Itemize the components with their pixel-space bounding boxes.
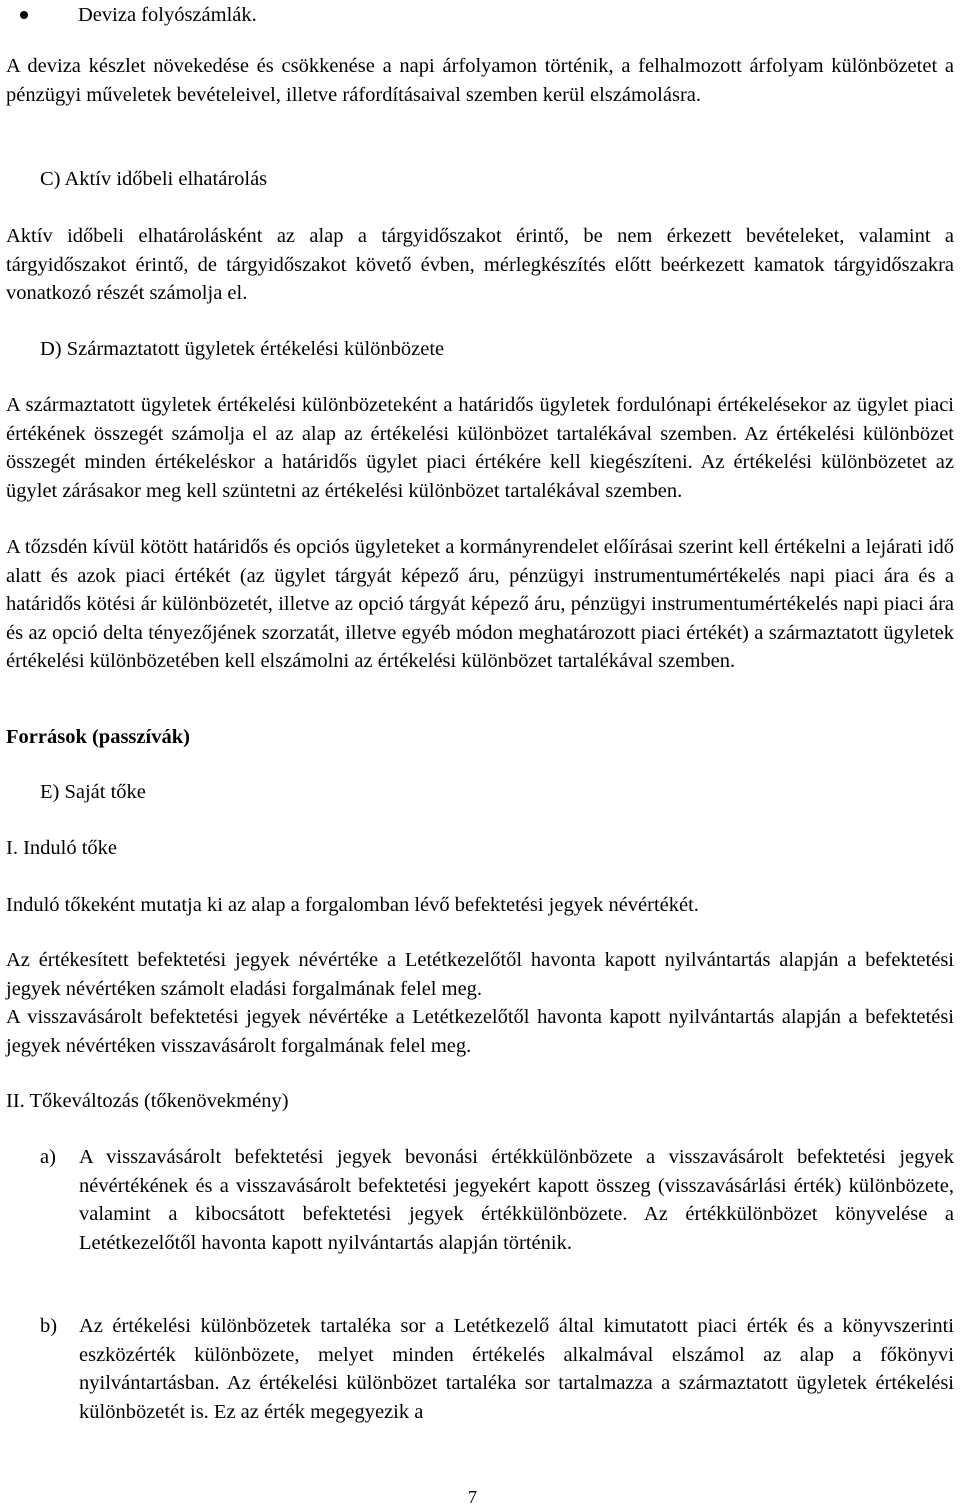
indulo-toke-body: Induló tőkeként mutatja ki az alap a forgalomban lévő befektetési jegyek névértékét. <box>6 894 699 916</box>
section-d-heading: D) Származtatott ügyletek értékelési különbözete <box>40 338 445 360</box>
section-d-body-2: A tőzsdén kívül kötött határidős és opciós ügyleteket a kormányrendelet előírásai szerint kell értékelni a lejárati idő alatt és azok piaci értékét (az ügylet tárgyát képező áru, pénzügyi instrumentumértékelés napi piaci ára és a határidős kötési ár különbözetét, illetve az opció tárgyát képező áru, pénzügyi instrumentumértékelés napi piaci ára és az opció delta tényezőjének szorzatát, illetve egyéb módon meghatározott piaci értékét) a származtatott ügyletek értékelési különbözetében kell elszámolni az értékelési különbözet tartalékával szemben. <box>6 536 954 672</box>
section-c-body: Aktív időbeli elhatárolásként az alap a tárgyidőszakot érintő, be nem érkezett bevételeket, valamint a tárgyidőszakot érintő, de tárgyidőszakot követő évben, mérlegkészítés előtt beérkezett kamatok tárgyidőszakra vonatkozó részét számolja el. <box>6 225 954 304</box>
list-marker-a: a) <box>40 1146 56 1168</box>
indulo-toke-para-2: Az értékesített befektetési jegyek névértéke a Letétkezelőtől havonta kapott nyilvántartás alapján a befektetési jegyek névértéken számolt eladási forgalmának felel meg. <box>6 949 954 1000</box>
tokevaltozas-heading: II. Tőkeváltozás (tőkenövekmény) <box>6 1090 289 1112</box>
section-d-body-1: A származtatott ügyletek értékelési különbözeteként a határidős ügyletek fordulónapi értékelésekor az ügylet piaci értékének összegét számolja el az alap az értékelési különbözet tartalékával szemben. Az értékelési különbözet összegét minden értékeléskor a határidős ügylet piaci értékére kell kiegészíteni. Az értékelési különbözetet az ügylet zárásakor meg kell szüntetni az értékelési különbözet tartalékával szemben. <box>6 394 954 502</box>
forrasok-heading: Források (passzívák) <box>6 726 190 748</box>
indulo-toke-para-3: A visszavásárolt befektetési jegyek névértéke a Letétkezelőtől havonta kapott nyilvántartás alapján a befektetési jegyek névértéken visszavásárolt forgalmának felel meg. <box>6 1006 954 1057</box>
section-e-heading: E) Saját tőke <box>40 781 146 803</box>
bullet-icon <box>20 11 28 19</box>
section-c-heading: C) Aktív időbeli elhatárolás <box>40 168 268 190</box>
list-item-a-text: A visszavásárolt befektetési jegyek bevonási értékkülönbözete a visszavásárolt befektetési jegyek névértékének és a visszavásárolt befektetési jegyekért kapott összeg (visszavásárlási érték) különbözete, valamint a kibocsátott befektetési jegyek értékkülönbözete. Az értékkülönbözet könyvelése a Letétkezelőtől havonta kapott nyilvántartás alapján történik. <box>79 1146 954 1254</box>
bullet-item-text: Deviza folyószámlák. <box>78 4 257 26</box>
page-number: 7 <box>468 1487 477 1507</box>
indulo-toke-heading: I. Induló tőke <box>6 837 118 859</box>
list-item-b-text: Az értékelési különbözetek tartaléka sor a Letétkezelő által kimutatott piaci érték és a könyvszerinti eszközérték különbözete, melyet minden értékelés alkalmával elszámol az alap a főkönyvi nyilvántartásban. Az értékelési különbözet tartaléka sor tartalmazza a származtatott ügyletek értékelési különbözetét is. Ez az érték megegyezik a <box>79 1315 954 1423</box>
list-marker-b: b) <box>40 1315 58 1337</box>
deviza-paragraph: A deviza készlet növekedése és csökkenése a napi árfolyamon történik, a felhalmozott árfolyam különbözetet a pénzügyi műveletek bevételeivel, illetve ráfordításaival szemben kerül elszámolásra. <box>6 55 954 106</box>
